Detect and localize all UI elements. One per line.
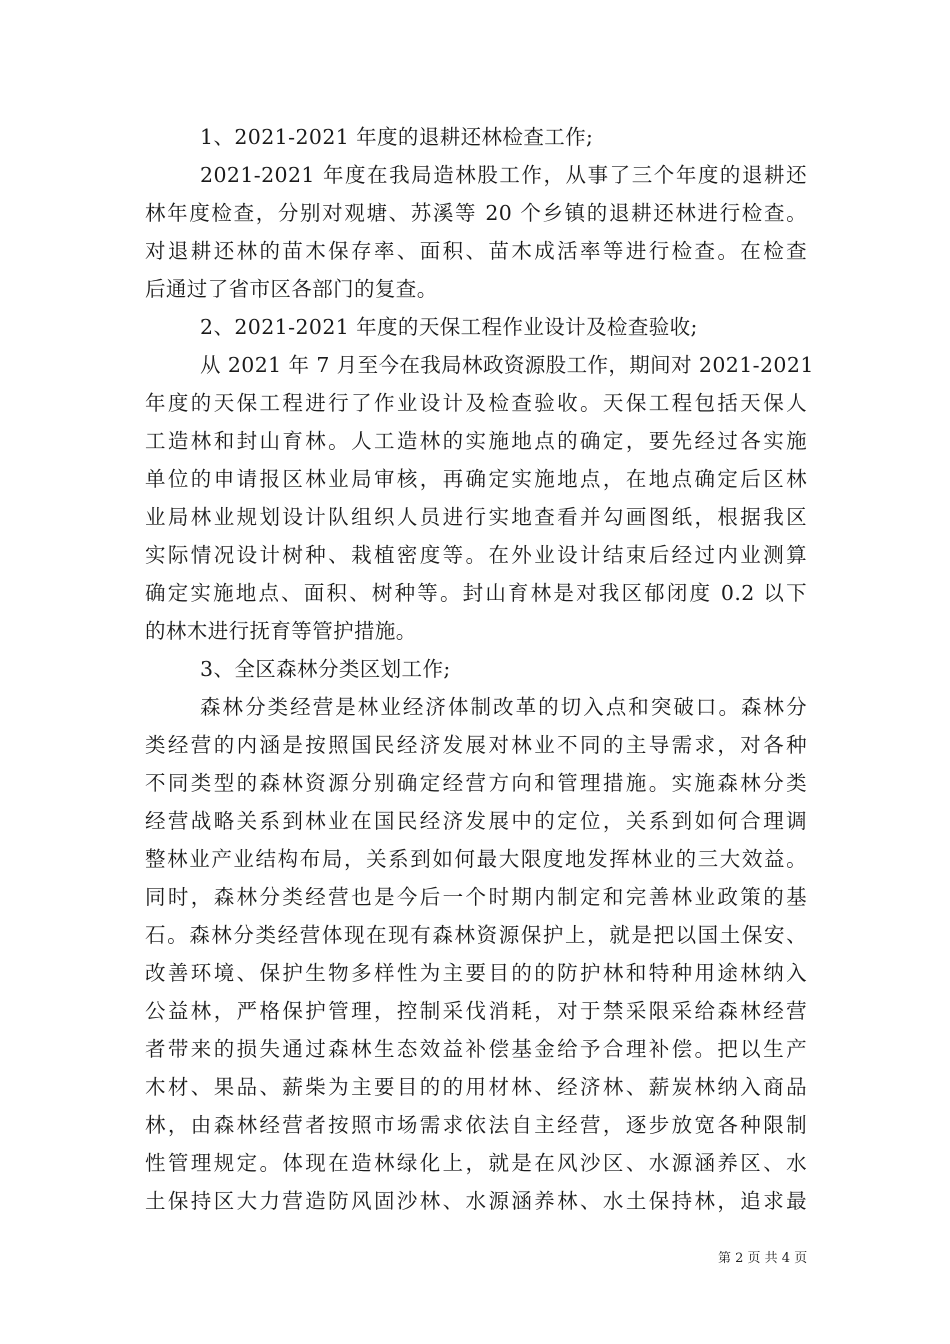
- text-line: 2021-2021 年度在我局造林股工作，从事了三个年度的退耕还: [200, 163, 807, 187]
- text-line: 的林木进行抚育等管护措施。: [145, 619, 417, 643]
- text-line: 单位的申请报区林业局审核，再确定实施地点，在地点确定后区林: [145, 467, 807, 491]
- text-line: 工造林和封山育林。人工造林的实施地点的确定，要先经过各实施: [145, 429, 807, 453]
- section-heading-1: 1、2021-2021 年度的退耕还林检查工作;: [200, 125, 594, 149]
- text-line: 者带来的损失通过森林生态效益补偿基金给予合理补偿。把以生产: [145, 1037, 807, 1061]
- text-line: 木材、果品、薪柴为主要目的的用材林、经济林、薪炭林纳入商品: [145, 1075, 807, 1099]
- text-line: 类经营的内涵是按照国民经济发展对林业不同的主导需求，对各种: [145, 733, 807, 757]
- text-line: 石。森林分类经营体现在现有森林资源保护上，就是把以国土保安、: [145, 923, 807, 947]
- text-line: 整林业产业结构布局，关系到如何最大限度地发挥林业的三大效益。: [145, 847, 807, 871]
- text-line: 同时，森林分类经营也是今后一个时期内制定和完善林业政策的基: [145, 885, 807, 909]
- text-line: 性管理规定。体现在造林绿化上，就是在风沙区、水源涵养区、水: [145, 1151, 807, 1175]
- page-number: 第 2 页 共 4 页: [718, 1251, 808, 1266]
- section-heading-2: 2、2021-2021 年度的天保工程作业设计及检查验收;: [200, 315, 698, 339]
- text-line: 后通过了省市区各部门的复查。: [145, 277, 438, 301]
- text-line: 业局林业规划设计队组织人员进行实地查看并勾画图纸，根据我区: [145, 505, 807, 529]
- text-line: 土保持区大力营造防风固沙林、水源涵养林、水土保持林，追求最: [145, 1189, 807, 1213]
- section-heading-3: 3、全区森林分类区划工作;: [200, 657, 451, 681]
- text-line: 改善环境、保护生物多样性为主要目的的防护林和特种用途林纳入: [145, 961, 807, 985]
- text-line: 公益林，严格保护管理，控制采伐消耗，对于禁采限采给森林经营: [145, 999, 807, 1023]
- text-line: 对退耕还林的苗木保存率、面积、苗木成活率等进行检查。在检查: [145, 239, 807, 263]
- text-line: 林年度检查，分别对观塘、苏溪等 20 个乡镇的退耕还林进行检查。: [145, 201, 807, 225]
- text-line: 不同类型的森林资源分别确定经营方向和管理措施。实施森林分类: [145, 771, 807, 795]
- text-line: 年度的天保工程进行了作业设计及检查验收。天保工程包括天保人: [145, 391, 807, 415]
- text-line: 实际情况设计树种、栽植密度等。在外业设计结束后经过内业测算: [145, 543, 807, 567]
- text-line: 林，由森林经营者按照市场需求依法自主经营，逐步放宽各种限制: [145, 1113, 807, 1137]
- text-line: 从 2021 年 7 月至今在我局林政资源股工作，期间对 2021-2021: [200, 353, 814, 377]
- text-line: 森林分类经营是林业经济体制改革的切入点和突破口。森林分: [200, 695, 807, 719]
- text-line: 经营战略关系到林业在国民经济发展中的定位，关系到如何合理调: [145, 809, 807, 833]
- text-line: 确定实施地点、面积、树种等。封山育林是对我区郁闭度 0.2 以下: [145, 581, 807, 605]
